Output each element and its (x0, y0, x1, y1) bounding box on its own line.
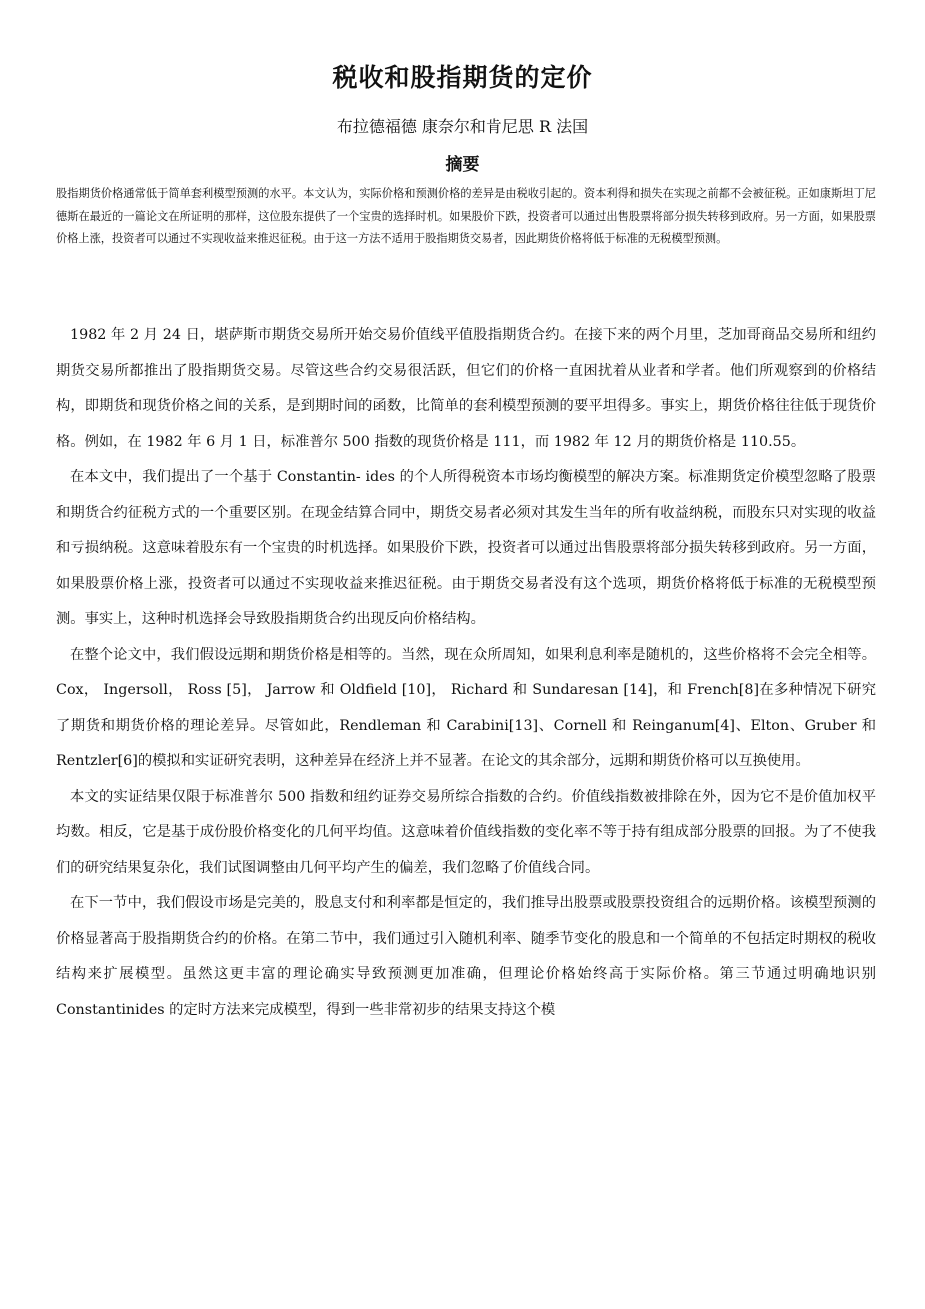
paragraph-2: 在本文中，我们提出了一个基于 Constantin- ides 的个人所得税资本市场均衡模型的解决方案。标准期货定价模型忽略了股票和期货合约征税方式的一个重要区别。在现金结算合同中，期货交易者必须对其发生当年的所有收益纳税，而股东只对实现的收益和亏损纳税。这意味着股东有一个宝贵的时机选择。如果股价下跌，投资者可以通过出售股票将部分损失转移到政府。另一方面，如果股票价格上涨，投资者可以通过不实现收益来推迟征税。由于期货交易者没有这个选项，期货价格将低于标准的无税模型预测。事实上，这种时机选择会导致股指期货合约出现反向价格结构。 (56, 469, 876, 627)
paragraph-1: 1982 年 2 月 24 日，堪萨斯市期货交易所开始交易价值线平值股指期货合约。在接下来的两个月里，芝加哥商品交易所和纽约期货交易所都推出了股指期货交易。尽管这些合约交易很活跃，但它们的价格一直困扰着从业者和学者。他们所观察到的价格结构，即期货和现货价格之间的关系，是到期时间的函数，比简单的套利模型预测的要平坦得多。事实上，期货价格往往低于现货价格。例如，在 1982 年 6 月 1 日，标准普尔 500 指数的现货价格是 111，而 1982 年 12 月的期货价格是 110.55。 (56, 327, 876, 450)
paper-title: 税收和股指期货的定价 (332, 63, 593, 92)
paragraph-5: 在下一节中，我们假设市场是完美的，股息支付和利率都是恒定的，我们推导出股票或股票投资组合的远期价格。该模型预测的价格显著高于股指期货合约的价格。在第二节中，我们通过引入随机利率、随季节变化的股息和一个简单的不包括定时期权的税收结构来扩展模型。虽然这更丰富的理论确实导致预测更加准确，但理论价格始终高于实际价格。第三节通过明确地识别 Constantinides 的定时方法来完成模型，得到一些非常初步的结果支持这个模 (56, 895, 876, 1018)
body-text (56, 318, 876, 1028)
paragraph-4: 本文的实证结果仅限于标准普尔 500 指数和纽约证券交易所综合指数的合约。价值线指数被排除在外，因为它不是价值加权平均数。相反，它是基于成份股价格变化的几何平均值。这意味着价值线指数的变化率不等于持有组成部分股票的回报。为了不使我们的研究结果复杂化，我们试图调整由几何平均产生的偏差，我们忽略了价值线合同。 (56, 788, 876, 876)
abstract-text: 股指期货价格通常低于简单套利模型预测的水平。本文认为，实际价格和预测价格的差异是由税收引起的。资本利得和损失在实现之前都不会被征税。正如康斯坦丁尼德斯在最近的一篇论文在所证明的那样，这位股东提供了一个宝贵的选择时机。如果股价下跌，投资者可以通过出售股票将部分损失转移到政府。另一方面，如果股票价格上涨，投资者可以通过不实现收益来推迟征税。由于这一方法不适用于股指期货交易者，因此期货价格将低于标准的无税模型预测。 (56, 187, 876, 246)
paragraph-3: 在整个论文中，我们假设远期和期货价格是相等的。当然，现在众所周知，如果利息利率是随机的，这些价格将不会完全相等。Cox， Ingersoll， Ross [5]， Jarrow 和 Oldfield [10]， Richard 和 Sundaresan [14]，和 French[8]在多种情况下研究了期货和期货价格的理论差异。尽管如此，Rendleman 和 Carabini[13]、Cornell 和 Reinganum[4]、Elton、Gruber 和 Rentzler[6]的模拟和实证研究表明，这种差异在经济上并不显著。在论文的其余部分，远期和期货价格可以互换使用。 (56, 646, 876, 769)
abstract-heading: 摘要 (445, 155, 480, 175)
paper-authors: 布拉德福德 康奈尔和肯尼思 R 法国 (336, 117, 589, 136)
